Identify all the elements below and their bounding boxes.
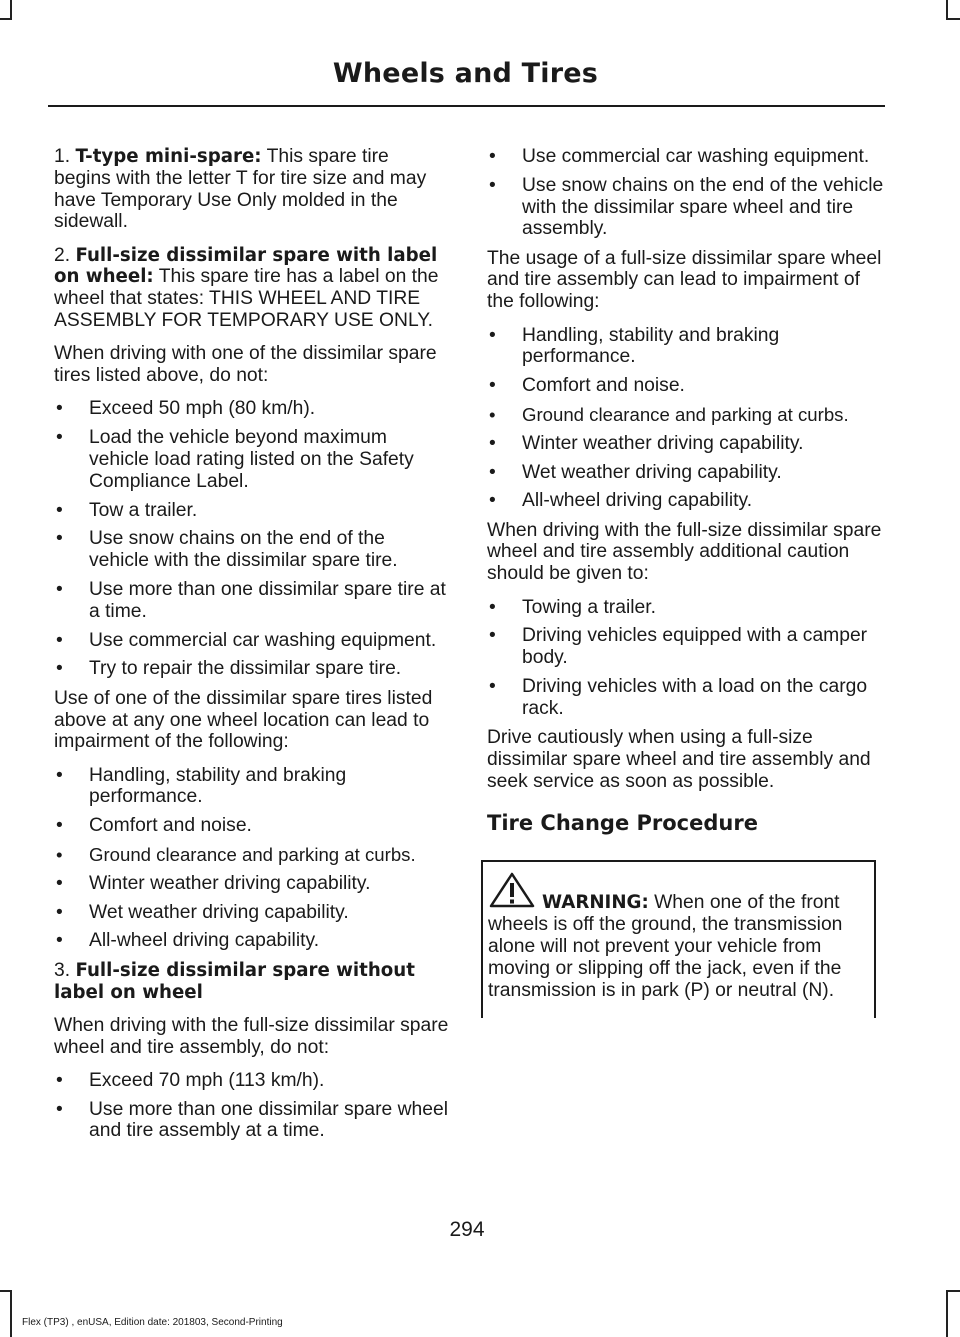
bullet: • (56, 1098, 63, 1120)
list-item: • Driving vehicles equipped with a camper body. (489, 625, 868, 669)
list-item: • All-wheel driving capability. (56, 930, 320, 952)
crop-mark (0, 18, 12, 20)
crop-mark (10, 1290, 12, 1337)
list-item: • Use more than one dissimilar spare wheel and tire assembly at a time. (56, 1098, 449, 1142)
bullet: • (56, 930, 63, 952)
term-heading: T-type mini-spare: (75, 146, 262, 167)
bullet: • (489, 324, 496, 346)
bullet-list (54, 1070, 450, 1142)
list-item: • Exceed 50 mph (80 km/h). (56, 398, 316, 420)
list-item: • Wet weather driving capability. (56, 901, 349, 923)
crop-mark (10, 0, 12, 20)
item-number: 3. (54, 959, 71, 981)
bullet: • (56, 764, 63, 786)
bullet: • (489, 174, 496, 196)
list-item: • All-wheel driving capability. (489, 490, 753, 512)
bullet: • (489, 490, 496, 512)
list-item: • Handling, stability and braking performance. (56, 764, 347, 808)
list-item: • Use more than one dissimilar spare tire at a time. (56, 579, 446, 622)
bullet: • (489, 596, 496, 618)
bullet-list (54, 765, 450, 953)
bullet: • (56, 815, 63, 837)
bullet: • (489, 675, 496, 697)
warning-text: WARNING: When one of the front wheels is off the ground, the transmission alone will not prevent your vehicle from moving or slipping off the jack, even if the transmission is in park (P) or neutral (N). (488, 892, 843, 1002)
warning-box (481, 860, 876, 1018)
bullet: • (56, 629, 63, 651)
list-item: • Exceed 70 mph (113 km/h). (56, 1069, 325, 1091)
header-rule (48, 105, 885, 107)
bullet: • (489, 625, 496, 647)
crop-mark (946, 1290, 960, 1292)
list-item: • Use snow chains on the end of the vehicle with the dissimilar spare wheel and tire assembly. (489, 174, 884, 240)
bullet: • (489, 461, 496, 483)
bullet-list (487, 597, 887, 720)
page-title: Wheels and Tires (332, 58, 598, 89)
right-column (487, 146, 887, 1018)
left-column (54, 146, 450, 1150)
bullet: • (56, 901, 63, 923)
list-item: • Driving vehicles with a load on the cargo rack. (489, 675, 868, 719)
bullet-list (54, 398, 450, 680)
paragraph-text: When driving with the full-size dissimilar spare wheel and tire assembly additional caution should be given to: (487, 519, 882, 585)
page-number: 294 (449, 1218, 485, 1241)
crop-mark (0, 1290, 12, 1292)
item-number: 1. (54, 146, 71, 167)
bullet: • (56, 579, 63, 601)
term-heading: Full-size dissimilar spare with label on wheel: (54, 244, 438, 288)
list-item: • Winter weather driving capability. (489, 432, 804, 454)
list-item: • Use snow chains on the end of the vehicle with the dissimilar spare tire. (56, 528, 398, 572)
bullet: • (56, 658, 63, 680)
paragraph-text: This spare tire has a label on the wheel that states: THIS WHEEL AND TIRE ASSEMBLY FOR TEMPORARY USE ONLY. (54, 266, 439, 332)
bullet: • (489, 146, 496, 167)
paragraph-text: Drive cautiously when using a full-size dissimilar spare wheel and tire assembly and seek service as soon as possible. (487, 727, 871, 792)
warning-label: WARNING: (542, 892, 649, 914)
crop-mark (946, 1290, 948, 1337)
list-item: • Load the vehicle beyond maximum vehicle load rating listed on the Safety Compliance Label. (56, 427, 414, 492)
bullet-list (487, 325, 887, 513)
item-number: 2. (54, 244, 71, 266)
list-item: • Comfort and noise. (56, 815, 252, 837)
term-heading: Full-size dissimilar spare without label on wheel (54, 959, 415, 1003)
bullet: • (489, 432, 496, 454)
paragraph-text: The usage of a full-size dissimilar spare wheel and tire assembly can lead to impairment of the following: (487, 247, 882, 313)
bullet: • (489, 375, 496, 397)
list-item: • Use commercial car washing equipment. (56, 629, 437, 651)
paragraph-text: This spare tire begins with the letter T for tire size and may have Temporary Use Only molded in the sidewall. (54, 146, 427, 233)
bullet: • (56, 844, 63, 866)
paragraph-text: Use of one of the dissimilar spare tires listed above at any one wheel location can lead to impairment of the following: (54, 687, 433, 753)
bullet: • (56, 499, 63, 521)
list-item: • Ground clearance and parking at curbs. (489, 403, 849, 425)
bullet: • (56, 872, 63, 894)
paragraph-full-size-no-label (54, 960, 450, 1004)
list-item: • Winter weather driving capability. (56, 872, 371, 894)
list-item: • Comfort and noise. (489, 375, 685, 397)
crop-mark (946, 18, 960, 20)
bullet: • (56, 398, 63, 420)
paragraph-t-type (54, 146, 450, 233)
bullet: • (489, 403, 496, 425)
list-item: • Towing a trailer. (489, 596, 656, 618)
section-heading: Tire Change Procedure (487, 811, 758, 836)
footer-edition-text: Flex (TP3) , enUSA, Edition date: 201803, Second-Printing (22, 1317, 283, 1328)
bullet: • (56, 528, 63, 550)
warning-triangle-icon (489, 872, 535, 908)
list-item: • Wet weather driving capability. (489, 461, 782, 483)
list-item: • Handling, stability and braking performance. (489, 324, 780, 368)
paragraph-full-size-label (54, 245, 450, 332)
paragraph-text: When driving with the full-size dissimilar spare wheel and tire assembly, do not: (54, 1014, 449, 1058)
bullet: • (56, 1069, 63, 1091)
list-item: • Use commercial car washing equipment. (489, 146, 870, 167)
bullet: • (56, 427, 63, 449)
list-item: • Tow a trailer. (56, 499, 198, 521)
paragraph-text: When driving with one of the dissimilar spare tires listed above, do not: (54, 343, 437, 387)
bullet-list (487, 146, 887, 240)
list-item: • Try to repair the dissimilar spare tire. (56, 658, 402, 680)
crop-mark (946, 0, 948, 20)
list-item: • Ground clearance and parking at curbs. (56, 844, 416, 866)
